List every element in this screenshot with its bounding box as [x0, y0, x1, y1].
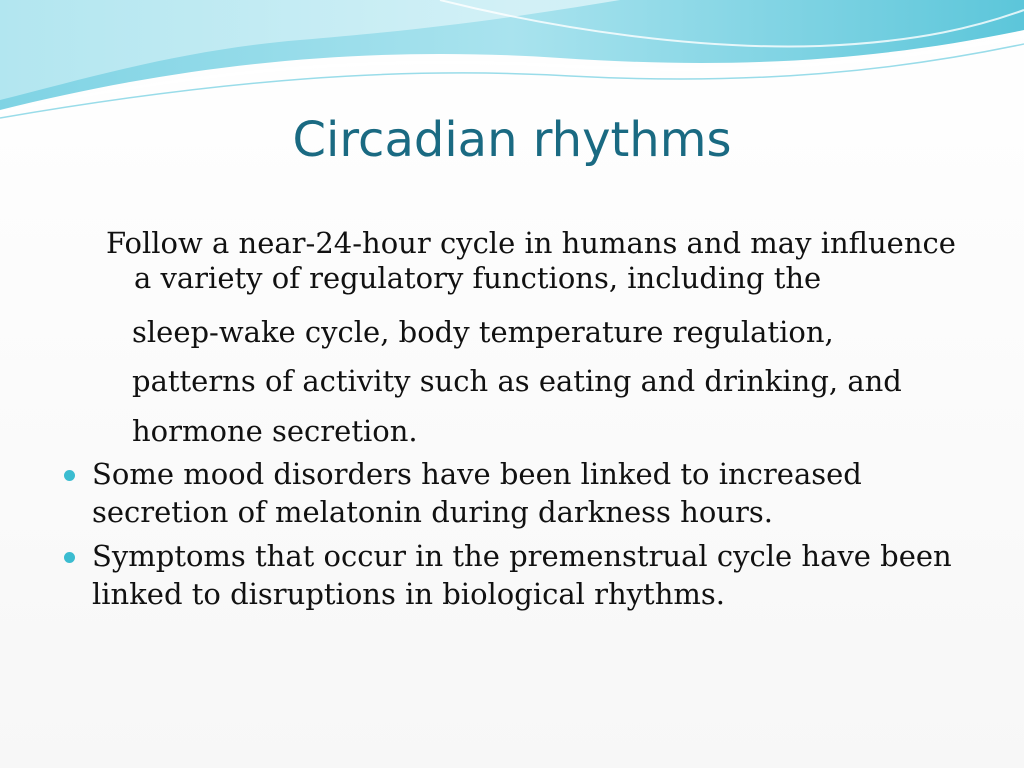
function-line-3: hormone secretion.: [132, 414, 418, 448]
slide-title: Circadian rhythms: [292, 112, 732, 168]
header-wave-decoration: [0, 0, 1024, 130]
intro-line-2: a variety of regulatory functions, including the: [134, 260, 822, 295]
bullet-text: Some mood disorders have been linked to increased secretion of melatonin during darkness hours.: [92, 457, 862, 529]
function-line-2: patterns of activity such as eating and drinking, and: [132, 364, 902, 398]
bullet-item-mood-disorders: [64, 456, 1004, 531]
bullet-item-premenstrual: [64, 538, 1004, 613]
intro-line-1: Follow a near-24-hour cycle in humans and may influence: [106, 226, 956, 260]
function-line-1: sleep-wake cycle, body temperature regulation,: [132, 315, 834, 349]
bullet-text: Symptoms that occur in the premenstrual cycle have been linked to disruptions in biological rhythms.: [92, 539, 952, 611]
bullet-dot-icon: [64, 470, 75, 481]
intro-paragraph: [106, 226, 986, 296]
bullet-dot-icon: [64, 552, 75, 563]
